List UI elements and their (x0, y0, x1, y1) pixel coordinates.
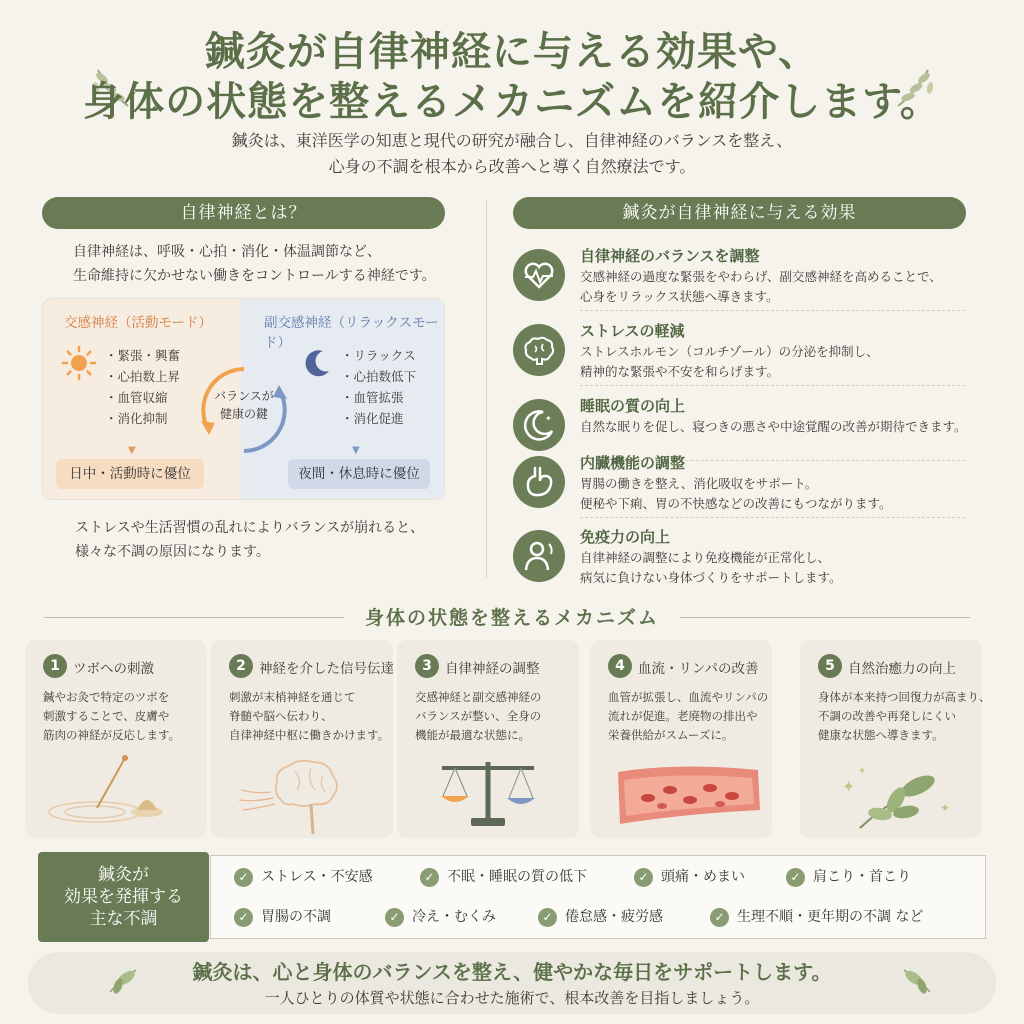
step-desc-line: 刺激することで、皮膚や (43, 709, 170, 723)
step-number: 4 (608, 654, 632, 678)
step-desc (43, 688, 180, 745)
step-title: 自然治癒力の向上 (848, 661, 956, 677)
effect-desc (580, 267, 942, 307)
symptoms-label-line: 効果を発揮する (64, 887, 183, 907)
step-desc (608, 688, 768, 745)
effect-separator (580, 385, 965, 386)
autonomic-desc-line-2: 生命維持に欠かせない働きをコントロールする神経です。 (73, 268, 436, 284)
check-icon: ✓ (538, 908, 557, 927)
symptom-text: 冷え・むくみ (412, 909, 496, 925)
intro-line-2: 心身の不調を根本から改善へと導く自然療法です。 (328, 157, 696, 176)
step-desc-line: 交感神経と副交感神経の (415, 690, 542, 704)
symptom-text: 生理不順・更年期の不調 など (737, 909, 924, 925)
balance-scale-icon (397, 750, 579, 838)
list-item: ・消化抑制 (105, 411, 168, 426)
step-desc-line: 脊髄や脳へ伝わり、 (229, 709, 333, 723)
mechanism-card (25, 640, 207, 838)
stomach-icon (513, 456, 565, 508)
symptom-text: 肩こり・首こり (813, 869, 911, 885)
step-desc (415, 688, 542, 745)
check-icon: ✓ (234, 868, 253, 887)
moon-icon (513, 399, 565, 451)
step-desc-line: 筋肉の神経が反応します。 (43, 728, 181, 742)
step-desc (818, 688, 991, 745)
effect-title: 睡眠の質の向上 (580, 397, 686, 415)
symptom-item (538, 906, 663, 927)
column-divider (486, 200, 487, 578)
mechanism-card (590, 640, 772, 838)
balance-line-1: バランスが (214, 389, 274, 403)
step-title: 血流・リンパの改善 (638, 661, 759, 677)
effect-item (513, 320, 965, 392)
svg-text:✦: ✦ (545, 414, 552, 423)
autonomic-heading: 自律神経とは？ (42, 197, 445, 229)
effect-title: ストレスの軽減 (580, 322, 685, 340)
step-title: 神経を介した信号伝達 (259, 661, 394, 677)
step-title: 自律神経の調整 (445, 661, 540, 677)
balance-box (42, 298, 445, 500)
symptom-text: 胃腸の不調 (261, 909, 331, 925)
moon-icon (301, 347, 333, 379)
effect-item (513, 526, 965, 598)
step-desc-line: 栄養供給がスムーズに。 (608, 728, 734, 742)
check-icon: ✓ (234, 908, 253, 927)
step-desc (229, 688, 389, 745)
symptoms-label (38, 852, 209, 942)
effect-desc-line: ストレスホルモン（コルチゾール）の分泌を抑制し、 (580, 344, 879, 359)
effect-desc-line: 便秘や下痢、胃の不快感などの改善にもつながります。 (580, 496, 892, 511)
autonomic-desc-line-1: 自律神経は、呼吸・心拍・消化・体温調節など、 (73, 244, 381, 260)
step-desc-line: 機能が最適な状態に。 (415, 728, 530, 742)
effect-desc-line: 心身をリラックス状態へ導きます。 (580, 289, 779, 304)
check-icon: ✓ (634, 868, 653, 887)
sympathetic-title: 交感神経（活動モード） (64, 315, 212, 331)
blood-vessel-icon (590, 750, 772, 838)
leaf-sparkle-icon (800, 750, 982, 838)
check-icon: ✓ (420, 868, 439, 887)
list-item: ・心拍数低下 (341, 369, 417, 384)
step-desc-line: 鍼やお灸で特定のツボを (43, 690, 170, 704)
effect-desc (580, 474, 892, 514)
step-desc-line: 不調の改善や再発しにくい (818, 709, 956, 723)
step-desc-line: 血管が拡張し、血流やリンパの (608, 690, 769, 704)
symptoms-label-line: 主な不調 (89, 909, 158, 929)
title-line-1: 鍼灸が自律神経に与える効果や、 (204, 28, 820, 75)
check-icon: ✓ (385, 908, 404, 927)
autonomic-foot-line-2: 様々な不調の原因になります。 (75, 544, 270, 560)
immune-person-icon (513, 530, 565, 582)
symptom-item (385, 906, 496, 927)
effect-desc (580, 548, 842, 588)
effect-desc-line: 自然な眠りを促し、寝つきの悪さや中途覚醒の改善が期待できます。 (580, 419, 967, 434)
mechanism-card (211, 640, 393, 838)
symptom-item (420, 866, 587, 887)
heart-pulse-icon (513, 249, 565, 301)
symptom-text: 倦怠感・疲労感 (565, 909, 663, 925)
parasympathetic-list (341, 345, 416, 429)
step-title: ツボへの刺激 (73, 661, 154, 677)
mechanism-card (397, 640, 579, 838)
autonomic-foot-line-1: ストレスや生活習慣の乱れによりバランスが崩れると、 (75, 520, 425, 536)
title-line-2: 身体の状態を整えるメカニズムを紹介します。 (83, 78, 941, 125)
symptom-item (786, 866, 911, 887)
effect-item (513, 245, 965, 317)
effect-title: 免疫力の向上 (580, 528, 671, 546)
step-desc-line: 自律神経中枢に働きかけます。 (229, 728, 390, 742)
effect-desc-line: 精神的な緊張や不安を和らげます。 (580, 364, 780, 379)
step-number: 1 (43, 654, 67, 678)
svg-text:✦: ✦ (858, 766, 867, 777)
mechanism-heading: 身体の状態を整えるメカニズム (364, 607, 659, 629)
step-number: 3 (415, 654, 439, 678)
symptom-text: ストレス・不安感 (261, 869, 373, 885)
effect-title: 自律神経のバランスを調整 (580, 247, 760, 265)
step-desc-line: 身体が本来持つ回復力が高まり、 (818, 690, 991, 704)
brain-spine-icon (211, 750, 393, 838)
list-item: ・血管収縮 (105, 390, 168, 405)
mechanism-card (800, 640, 991, 838)
effect-title: 内臓機能の調整 (580, 454, 686, 472)
effect-separator (580, 310, 965, 311)
effect-desc-line: 病気に負けない身体づくりをサポートします。 (580, 570, 842, 585)
parasympathetic-badge: 夜間・休息時に優位 (288, 459, 430, 489)
step-desc-line: 刺激が末梢神経を通じて (229, 690, 356, 704)
down-arrow-icon: ▼ (128, 445, 136, 456)
needle-moxa-icon (25, 750, 207, 838)
intro-line-1: 鍼灸は、東洋医学の知恵と現代の研究が融合し、自律神経のバランスを整え、 (231, 131, 793, 150)
balance-key-text (203, 387, 285, 423)
check-icon: ✓ (710, 908, 729, 927)
effect-desc (580, 417, 967, 437)
symptom-text: 頭痛・めまい (661, 869, 745, 885)
balance-line-2: 健康の鍵 (219, 407, 268, 421)
down-arrow-icon: ▼ (352, 445, 360, 456)
step-desc-line: 流れが促進。老廃物の排出や (608, 709, 758, 723)
list-item: ・血管拡張 (341, 390, 404, 405)
symptom-text: 不眠・睡眠の質の低下 (447, 869, 587, 885)
list-item: ・リラックス (341, 348, 416, 363)
effect-desc-line: 交感神経の過度な緊張をやわらげ、副交感神経を高めることで、 (580, 269, 942, 284)
symptoms-label-line: 鍼灸が (98, 865, 149, 885)
effects-heading: 鍼灸が自律神経に与える効果 (513, 197, 966, 229)
check-icon: ✓ (786, 868, 805, 887)
effect-item (513, 452, 965, 524)
symptom-item (710, 906, 923, 927)
footer-line-2: 一人ひとりの体質や状態に合わせた施術で、根本改善を目指しましょう。 (264, 989, 760, 1007)
effect-desc-line: 自律神経の調整により免疫機能が正常化し、 (580, 550, 831, 565)
symptom-item (634, 866, 745, 887)
parasympathetic-title: 副交感神経（リラックスモード） (264, 315, 439, 351)
effect-separator (580, 517, 965, 518)
list-item: ・心拍数上昇 (105, 369, 181, 384)
sympathetic-list (105, 345, 180, 429)
svg-text:✦: ✦ (842, 777, 856, 796)
step-desc-line: バランスが整い、全身の (415, 709, 542, 723)
brain-icon (513, 324, 565, 376)
symptom-item (234, 906, 331, 927)
effect-desc (580, 342, 879, 382)
list-item: ・緊張・興奮 (105, 348, 181, 363)
effect-desc-line: 胃腸の働きを整え、消化吸収をサポート。 (580, 476, 818, 491)
step-number: 5 (818, 654, 842, 678)
symptom-item (234, 866, 373, 887)
svg-text:✦: ✦ (940, 801, 951, 815)
sun-icon (61, 345, 97, 381)
sympathetic-badge: 日中・活動時に優位 (56, 459, 204, 489)
step-number: 2 (229, 654, 253, 678)
list-item: ・消化促進 (341, 411, 404, 426)
step-desc-line: 健康な状態へ導きます。 (818, 728, 944, 742)
footer-line-1: 鍼灸は、心と身体のバランスを整え、健やかな毎日をサポートします。 (192, 960, 832, 984)
